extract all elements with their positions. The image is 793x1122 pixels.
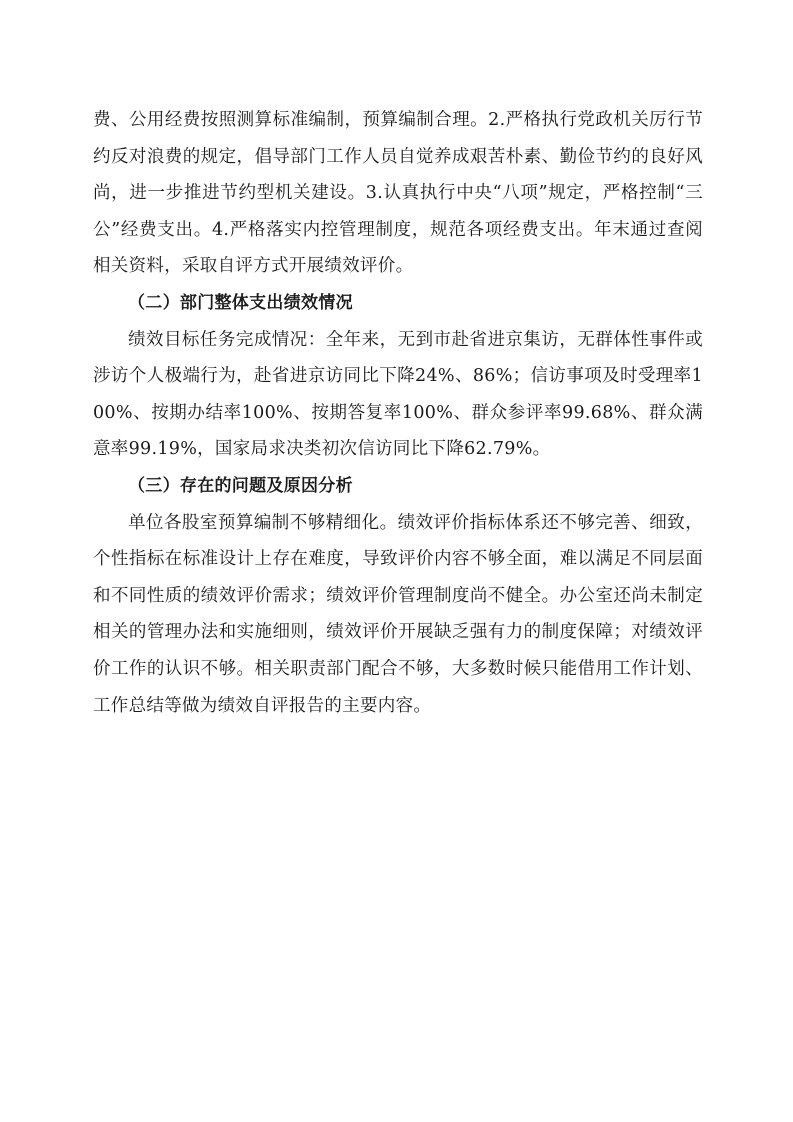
section-2-body: 绩效目标任务完成情况：全年来，无到市赴省进京集访，无群体性事件或涉访个人极端行为，赴省进京访同比下降24%、86%；信访事项及时受理率100%、按期办结率100%、按期答复率100%、群众参评率99.68%、群众满意率99.19%，国家局求决类初次信访同比下降62.79%。 [93, 329, 703, 460]
section-3-heading: （三）存在的问题及原因分析 [128, 475, 353, 496]
section-3-body: 单位各股室预算编制不够精细化。绩效评价指标体系还不够完善、细致，个性指标在标准设计上存在难度，导致评价内容不够全面，难以满足不同层面和不同性质的绩效评价需求；绩效评价管理制度尚不健全。办公室还尚未制定相关的管理办法和实施细则，绩效评价开展缺乏强有力的制度保障；对绩效评价工作的认识不够。相关职责部门配合不够，大多数时候只能借用工作计划、工作总结等做为绩效自评报告的主要内容。 [93, 512, 703, 716]
section-2-heading: （二）部门整体支出绩效情况 [128, 292, 353, 313]
document-body [93, 102, 703, 724]
paragraph-continued: 费、公用经费按照测算标准编制，预算编制合理。2.严格执行党政机关厉行节约反对浪费的规定，倡导部门工作人员自觉养成艰苦朴素、勤俭节约的良好风尚，进一步推进节约型机关建设。3.认真执行中央“八项”规定，严格控制“三公”经费支出。4.严格落实内控管理制度，规范各项经费支出。年末通过查阅相关资料，采取自评方式开展绩效评价。 [93, 110, 703, 277]
